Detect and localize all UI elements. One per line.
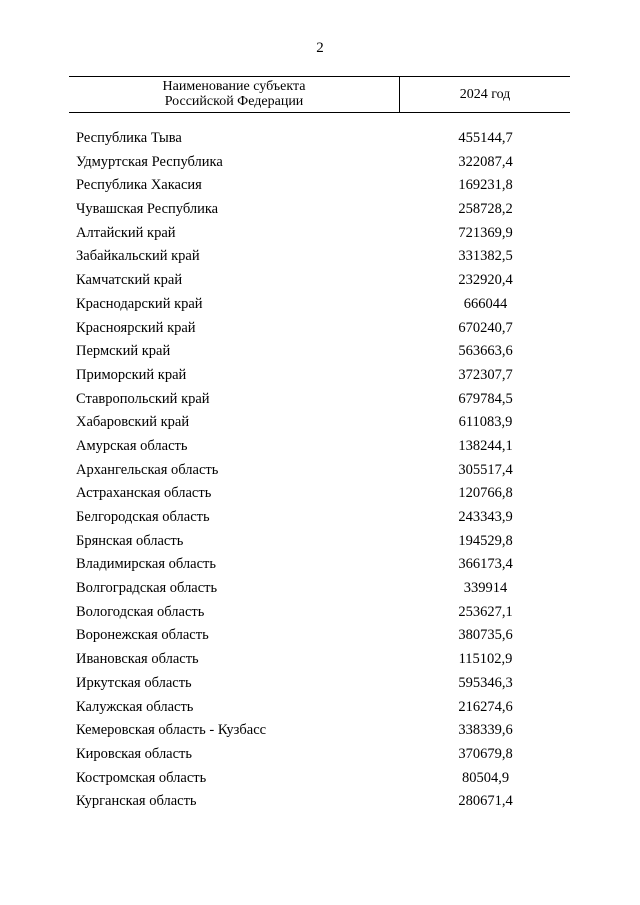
subject-value: 138244,1: [458, 437, 513, 454]
subject-name: Костромская область: [76, 769, 207, 786]
table-row: [0, 388, 640, 412]
subject-value: 338339,6: [458, 722, 513, 739]
table-row: [0, 506, 640, 530]
subject-name: Вологодская область: [76, 603, 205, 620]
subject-name: Удмуртская Республика: [76, 153, 223, 170]
subject-value: 563663,6: [458, 343, 513, 360]
header-subject-name-line1: Наименование субъекта: [162, 79, 306, 94]
subject-value: 258728,2: [458, 201, 513, 218]
subject-name: Пермский край: [76, 343, 171, 360]
subject-name: Республика Тыва: [76, 130, 182, 146]
subject-name: Ставропольский край: [76, 390, 210, 407]
subject-value: 595346,3: [458, 674, 513, 691]
table-row: [0, 269, 640, 293]
subject-value: 232920,4: [458, 272, 513, 289]
subject-value: 115102,9: [458, 651, 513, 668]
subject-name: Иркутская область: [76, 674, 192, 691]
table-row: [0, 553, 640, 577]
header-subject-name: [69, 77, 400, 112]
subject-name: Владимирская область: [76, 556, 216, 573]
table-row: [0, 151, 640, 175]
table-body: [0, 127, 640, 814]
subject-name: Краснодарский край: [76, 295, 203, 312]
table-row: [0, 696, 640, 720]
subject-name: Ивановская область: [76, 651, 199, 668]
subject-name: Архангельская область: [76, 461, 219, 478]
subject-value: 721369,9: [458, 224, 513, 241]
subject-value: 670240,7: [458, 319, 513, 336]
subject-name: Волгоградская область: [76, 580, 218, 597]
subject-value: 120766,8: [458, 485, 513, 502]
subject-value: 331382,5: [458, 248, 513, 265]
table-row: [0, 719, 640, 743]
table-row: [0, 317, 640, 341]
table-row: [0, 624, 640, 648]
header-subject-name-line2: Российской Федерации: [164, 94, 304, 109]
subject-name: Кировская область: [76, 745, 193, 762]
header-year: 2024 год: [459, 87, 511, 102]
table-row: [0, 364, 640, 388]
subject-value: 370679,8: [458, 745, 513, 762]
subject-name: Камчатский край: [76, 272, 183, 289]
subject-value: 322087,4: [458, 153, 513, 170]
table-header: [69, 76, 570, 113]
subject-name: Красноярский край: [76, 319, 196, 336]
table-row: [0, 530, 640, 554]
table-row: [0, 222, 640, 246]
subject-value: 339914: [463, 580, 508, 597]
subject-name: Амурская область: [76, 437, 188, 454]
subject-name: Забайкальский край: [76, 248, 200, 265]
subject-name: Астраханская область: [76, 485, 212, 502]
subject-value: 280671,4: [458, 793, 513, 810]
subject-name: Кемеровская область - Кузбасс: [76, 722, 267, 739]
table-row: [0, 245, 640, 269]
subject-name: Воронежская область: [76, 627, 209, 644]
subject-value: 305517,4: [458, 461, 513, 478]
table-row: [0, 127, 640, 151]
subject-name: Чувашская Республика: [76, 201, 219, 218]
table-row: [0, 340, 640, 364]
subject-value: 366173,4: [458, 556, 513, 573]
table-row: [0, 435, 640, 459]
table-row: [0, 482, 640, 506]
subject-value: 253627,1: [458, 603, 513, 620]
subject-value: 679784,5: [458, 390, 513, 407]
table-row: [0, 767, 640, 791]
table-row: [0, 648, 640, 672]
subject-name: Калужская область: [76, 698, 194, 715]
subject-value: 80504,9: [461, 769, 510, 786]
subject-name: Курганская область: [76, 793, 197, 810]
table-row: [0, 411, 640, 435]
subject-name: Хабаровский край: [76, 414, 190, 431]
table-row: [0, 601, 640, 625]
subject-value: 666044: [463, 295, 508, 312]
subject-value: 194529,8: [458, 532, 513, 549]
table-row: [0, 459, 640, 483]
table-row: [0, 790, 640, 814]
subject-value: 455144,7: [458, 130, 513, 146]
subject-value: 372307,7: [458, 366, 513, 383]
table-row: [0, 174, 640, 198]
page-number: 2: [316, 40, 324, 56]
subject-name: Брянская область: [76, 532, 184, 549]
subject-name: Белгородская область: [76, 509, 210, 525]
subject-value: 611083,9: [458, 414, 513, 431]
subject-value: 216274,6: [458, 698, 513, 715]
table-row: [0, 672, 640, 696]
subject-name: Алтайский край: [76, 224, 176, 241]
subject-name: Приморский край: [76, 366, 187, 383]
subject-value: 380735,6: [458, 627, 513, 644]
table-row: [0, 743, 640, 767]
subject-name: Республика Хакасия: [76, 177, 202, 194]
table-row: [0, 293, 640, 317]
table-row: [0, 198, 640, 222]
table-row: [0, 577, 640, 601]
subject-value: 243343,9: [458, 509, 513, 525]
subject-value: 169231,8: [458, 177, 513, 194]
